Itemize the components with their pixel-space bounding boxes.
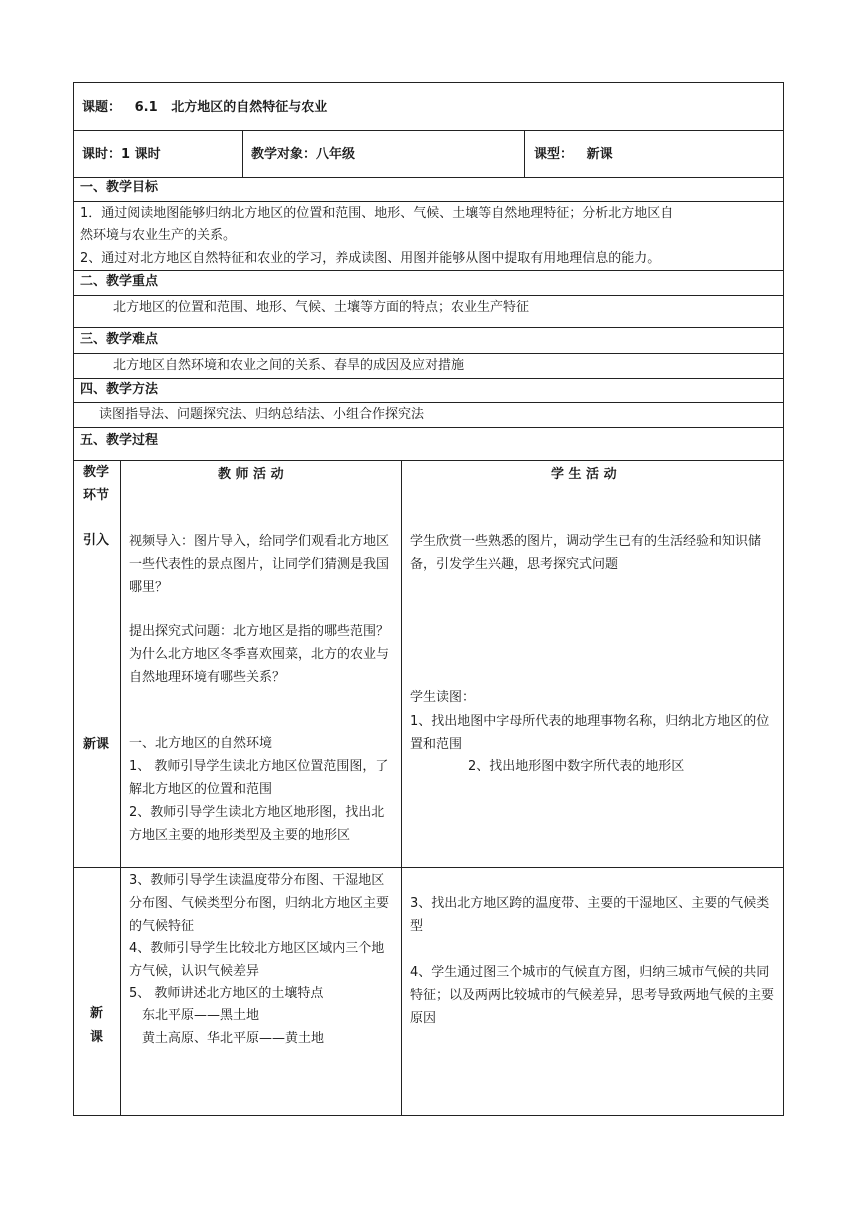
- goal-line-1: 1．通过阅读地图能够归纳北方地区的位置和范围、地形、气候、土壤等自然地理特征；分析北方地区自: [80, 206, 674, 221]
- border-line: [73, 402, 784, 403]
- methods-content: 读图指导法、问题探究法、归纳总结法、小组合作探究法: [99, 407, 425, 422]
- student-step-1: 1、找出地图中字母所代表的地理事物名称，归纳北方地区的位置和范围: [410, 714, 770, 752]
- stage-new-lesson: 课: [90, 1030, 104, 1045]
- section-process-title: 五、教学过程: [80, 433, 159, 448]
- course-title: 北方地区的自然特征与农业: [171, 100, 328, 115]
- border-line: [73, 130, 784, 131]
- lesson-plan-table: [73, 82, 784, 1116]
- course-title-row: [82, 100, 327, 116]
- border-line: [524, 130, 525, 177]
- difficulties-content: 北方地区自然环境和农业之间的关系、春旱的成因及应对措施: [113, 358, 465, 373]
- student-step-3: 3、找出北方地区跨的温度带、主要的干湿地区、主要的气候类型: [410, 896, 770, 934]
- lesson-type-label: 课型：: [534, 147, 574, 162]
- border-line: [73, 378, 784, 379]
- border-line: [73, 353, 784, 354]
- border-line: [73, 327, 784, 328]
- border-line: [73, 295, 784, 296]
- border-line: [242, 130, 243, 177]
- student-step-4: 4、学生通过图三个城市的气候直方图，归纳三城市气候的共同特征；以及两两比较城市的气候差异，思考导致两地气候的主要原因: [410, 965, 775, 1026]
- border-line: [73, 427, 784, 428]
- teacher-step-5: 5、 教师讲述北方地区的土壤特点: [129, 986, 324, 1001]
- teaching-audience: 教学对象：八年级: [251, 147, 356, 162]
- course-number: 6.1: [134, 100, 158, 115]
- section-difficulties-title: 三、教学难点: [80, 332, 159, 347]
- stage-intro: 引入: [83, 533, 110, 548]
- border-line: [73, 82, 74, 1116]
- lesson-type: [534, 147, 613, 163]
- teacher-step-1: 1、 教师引导学生读北方地区位置范围图，了解北方地区的位置和范围: [129, 759, 389, 797]
- teacher-section-heading: 一、北方地区的自然环境: [129, 736, 273, 751]
- border-line: [73, 867, 784, 868]
- column-stage-header: 环节: [83, 488, 110, 503]
- student-read-map: 学生读图：: [410, 690, 476, 705]
- soil-item: 黄土高原、华北平原——黄土地: [142, 1031, 325, 1046]
- stage-new-lesson: 新: [90, 1006, 104, 1021]
- border-line: [120, 460, 121, 1115]
- teacher-step-2: 2、教师引导学生读北方地区地形图，找出北方地区主要的地形类型及主要的地形区: [129, 805, 385, 843]
- column-student-header: 学 生 活 动: [551, 467, 617, 482]
- course-label: 课题：: [82, 100, 122, 115]
- column-stage-header: 教学: [83, 465, 110, 480]
- border-line: [73, 1115, 784, 1116]
- stage-new-lesson: 新课: [83, 737, 110, 752]
- border-line: [73, 177, 784, 178]
- section-goals-title: 一、教学目标: [80, 180, 159, 195]
- border-line: [401, 460, 402, 1115]
- border-line: [73, 82, 784, 83]
- column-teacher-header: 教 师 活 动: [218, 467, 284, 482]
- teacher-step-3: 3、教师引导学生读温度带分布图、干湿地区分布图、气候类型分布图，归纳北方地区主要的气候特征: [129, 873, 390, 934]
- class-hours: 课时：1 课时: [82, 147, 161, 162]
- border-line: [783, 82, 784, 1116]
- goal-line-3: 2、通过对北方地区自然特征和农业的学习，养成读图、用图并能够从图中提取有用地理信息的能力。: [80, 251, 661, 266]
- goal-line-2: 然环境与农业生产的关系。: [80, 228, 237, 243]
- student-intro: 学生欣赏一些熟悉的图片，调动学生已有的生活经验和知识储备，引发学生兴趣，思考探究式问题: [410, 534, 762, 572]
- teacher-step-4: 4、教师引导学生比较北方地区区域内三个地方气候，认识气候差异: [129, 941, 385, 979]
- lesson-type-value: 新课: [586, 147, 613, 162]
- border-line: [73, 460, 784, 461]
- student-step-2: 2、找出地形图中数字所代表的地形区: [468, 759, 685, 774]
- border-line: [73, 201, 784, 202]
- border-line: [73, 270, 784, 271]
- teacher-intro: 视频导入：图片导入，给同学们观看北方地区一些代表性的景点图片，让同学们猜测是我国哪里？: [129, 534, 390, 595]
- teacher-question: 提出探究式问题：北方地区是指的哪些范围？为什么北方地区冬季喜欢囤菜，北方的农业与自然地理环境有哪些关系？: [129, 624, 390, 685]
- soil-item: 东北平原——黑土地: [142, 1008, 260, 1023]
- section-key-points-title: 二、教学重点: [80, 274, 159, 289]
- key-points-content: 北方地区的位置和范围、地形、气候、土壤等方面的特点；农业生产特征: [113, 300, 530, 315]
- section-methods-title: 四、教学方法: [80, 382, 159, 397]
